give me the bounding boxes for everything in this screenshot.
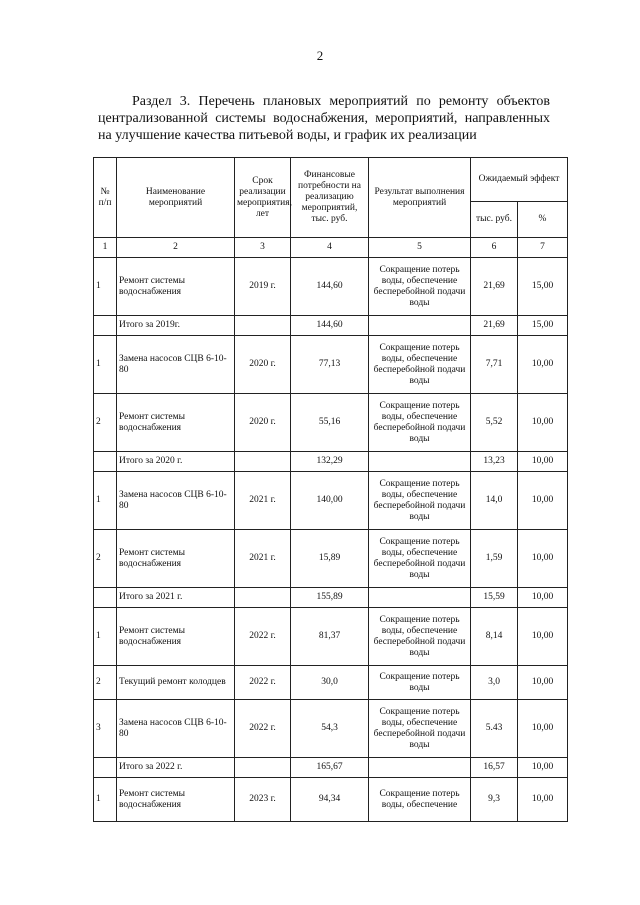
cell-num xyxy=(94,588,117,608)
cell-term: 2022 г. xyxy=(235,700,291,758)
col-number: 4 xyxy=(291,238,369,258)
cell-term: 2020 г. xyxy=(235,336,291,394)
header-effect-pct: % xyxy=(518,202,568,238)
header-result: Результат выполнения мероприятий xyxy=(369,158,471,238)
cell-num: 1 xyxy=(94,472,117,530)
cell-name: Ремонт системы водоснабжения xyxy=(117,258,235,316)
cell-term xyxy=(235,588,291,608)
cell-num: 2 xyxy=(94,394,117,452)
cell-effect-rub: 3,0 xyxy=(471,666,518,700)
cell-result: Сокращение потерь воды, обеспечение бесперебойной подачи воды xyxy=(369,394,471,452)
cell-name: Замена насосов СЦВ 6-10-80 xyxy=(117,472,235,530)
col-number: 5 xyxy=(369,238,471,258)
cell-result: Сокращение потерь воды, обеспечение бесперебойной подачи воды xyxy=(369,608,471,666)
cell-effect-pct: 15,00 xyxy=(518,258,568,316)
header-term: Срок реализации мероприятия, лет xyxy=(235,158,291,238)
cell-term: 2021 г. xyxy=(235,530,291,588)
cell-result: Сокращение потерь воды, обеспечение бесперебойной подачи воды xyxy=(369,700,471,758)
header-effect: Ожидаемый эффект xyxy=(471,158,568,202)
table-row xyxy=(94,666,568,700)
cell-effect-pct: 10,00 xyxy=(518,336,568,394)
measures-table xyxy=(93,157,568,822)
section-title-line-2: централизованной системы водоснабжения, мероприятий, направленных xyxy=(98,111,550,126)
cell-total-label: Итого за 2021 г. xyxy=(117,588,235,608)
cell-num xyxy=(94,452,117,472)
cell-num: 2 xyxy=(94,666,117,700)
cell-cost: 165,67 xyxy=(291,758,369,778)
cell-term: 2022 г. xyxy=(235,666,291,700)
cell-effect-rub: 9,3 xyxy=(471,778,518,822)
cell-effect-pct: 10,00 xyxy=(518,588,568,608)
cell-term xyxy=(235,452,291,472)
cell-name: Ремонт системы водоснабжения xyxy=(117,530,235,588)
cell-total-label: Итого за 2022 г. xyxy=(117,758,235,778)
cell-cost: 55,16 xyxy=(291,394,369,452)
cell-num: 2 xyxy=(94,530,117,588)
cell-effect-pct: 10,00 xyxy=(518,472,568,530)
cell-total-label: Итого за 2019г. xyxy=(117,316,235,336)
section-title-line-3: на улучшение качества питьевой воды, и график их реализации xyxy=(98,128,477,143)
cell-effect-rub: 5,52 xyxy=(471,394,518,452)
cell-result: Сокращение потерь воды, обеспечение бесперебойной подачи воды xyxy=(369,258,471,316)
cell-effect-pct: 10,00 xyxy=(518,608,568,666)
cell-name: Ремонт системы водоснабжения xyxy=(117,608,235,666)
table-body xyxy=(94,258,568,822)
cell-term: 2020 г. xyxy=(235,394,291,452)
cell-num xyxy=(94,316,117,336)
cell-num: 1 xyxy=(94,778,117,822)
cell-name: Замена насосов СЦВ 6-10-80 xyxy=(117,336,235,394)
cell-term: 2022 г. xyxy=(235,608,291,666)
cell-term: 2023 г. xyxy=(235,778,291,822)
cell-term xyxy=(235,758,291,778)
cell-result: Сокращение потерь воды, обеспечение бесперебойной подачи воды xyxy=(369,336,471,394)
cell-effect-pct: 10,00 xyxy=(518,452,568,472)
cell-cost: 144,60 xyxy=(291,258,369,316)
cell-effect-rub: 21,69 xyxy=(471,316,518,336)
total-row xyxy=(94,452,568,472)
cell-num: 1 xyxy=(94,258,117,316)
cell-effect-rub: 8,14 xyxy=(471,608,518,666)
header-finance: Финансовые потребности на реализацию мероприятий, тыс. руб. xyxy=(291,158,369,238)
cell-effect-rub: 21,69 xyxy=(471,258,518,316)
cell-effect-rub: 15,59 xyxy=(471,588,518,608)
cell-cost: 140,00 xyxy=(291,472,369,530)
col-number: 2 xyxy=(117,238,235,258)
cell-total-label: Итого за 2020 г. xyxy=(117,452,235,472)
cell-effect-pct: 10,00 xyxy=(518,778,568,822)
cell-cost: 155,89 xyxy=(291,588,369,608)
table-row xyxy=(94,778,568,822)
total-row xyxy=(94,758,568,778)
col-number: 1 xyxy=(94,238,117,258)
cell-name: Ремонт системы водоснабжения xyxy=(117,778,235,822)
table-row xyxy=(94,700,568,758)
cell-effect-rub: 7,71 xyxy=(471,336,518,394)
cell-cost: 132,29 xyxy=(291,452,369,472)
total-row xyxy=(94,316,568,336)
cell-result xyxy=(369,758,471,778)
cell-num: 1 xyxy=(94,608,117,666)
cell-cost: 94,34 xyxy=(291,778,369,822)
table-row xyxy=(94,472,568,530)
cell-term: 2019 г. xyxy=(235,258,291,316)
cell-num: 3 xyxy=(94,700,117,758)
header-num: № п/п xyxy=(94,158,117,238)
cell-cost: 81,37 xyxy=(291,608,369,666)
header-effect-rub: тыс. руб. xyxy=(471,202,518,238)
cell-term xyxy=(235,316,291,336)
cell-effect-rub: 5.43 xyxy=(471,700,518,758)
col-number: 7 xyxy=(518,238,568,258)
cell-effect-pct: 10,00 xyxy=(518,700,568,758)
column-numbers-row xyxy=(94,238,568,258)
col-number: 3 xyxy=(235,238,291,258)
cell-effect-rub: 14,0 xyxy=(471,472,518,530)
cell-effect-pct: 10,00 xyxy=(518,530,568,588)
cell-cost: 144,60 xyxy=(291,316,369,336)
section-title-line-1: Раздел 3. Перечень плановых мероприятий по ремонту объектов xyxy=(132,94,550,109)
cell-cost: 77,13 xyxy=(291,336,369,394)
cell-result: Сокращение потерь воды xyxy=(369,666,471,700)
cell-effect-pct: 10,00 xyxy=(518,758,568,778)
cell-effect-rub: 16,57 xyxy=(471,758,518,778)
cell-effect-rub: 1,59 xyxy=(471,530,518,588)
table-row xyxy=(94,336,568,394)
cell-name: Текущий ремонт колодцев xyxy=(117,666,235,700)
cell-name: Замена насосов СЦВ 6-10-80 xyxy=(117,700,235,758)
header-name: Наименование мероприятий xyxy=(117,158,235,238)
cell-result xyxy=(369,452,471,472)
cell-effect-rub: 13,23 xyxy=(471,452,518,472)
section-title xyxy=(98,93,550,144)
cell-cost: 54,3 xyxy=(291,700,369,758)
cell-num xyxy=(94,758,117,778)
cell-num: 1 xyxy=(94,336,117,394)
cell-result xyxy=(369,588,471,608)
cell-name: Ремонт системы водоснабжения xyxy=(117,394,235,452)
cell-term: 2021 г. xyxy=(235,472,291,530)
cell-cost: 30,0 xyxy=(291,666,369,700)
table-row xyxy=(94,530,568,588)
cell-result xyxy=(369,316,471,336)
table-row xyxy=(94,608,568,666)
table-row xyxy=(94,394,568,452)
col-number: 6 xyxy=(471,238,518,258)
total-row xyxy=(94,588,568,608)
page-number: 2 xyxy=(316,48,324,63)
cell-effect-pct: 15,00 xyxy=(518,316,568,336)
cell-result: Сокращение потерь воды, обеспечение xyxy=(369,778,471,822)
cell-effect-pct: 10,00 xyxy=(518,666,568,700)
table-row xyxy=(94,258,568,316)
cell-result: Сокращение потерь воды, обеспечение бесперебойной подачи воды xyxy=(369,530,471,588)
cell-effect-pct: 10,00 xyxy=(518,394,568,452)
cell-cost: 15,89 xyxy=(291,530,369,588)
cell-result: Сокращение потерь воды, обеспечение бесперебойной подачи воды xyxy=(369,472,471,530)
